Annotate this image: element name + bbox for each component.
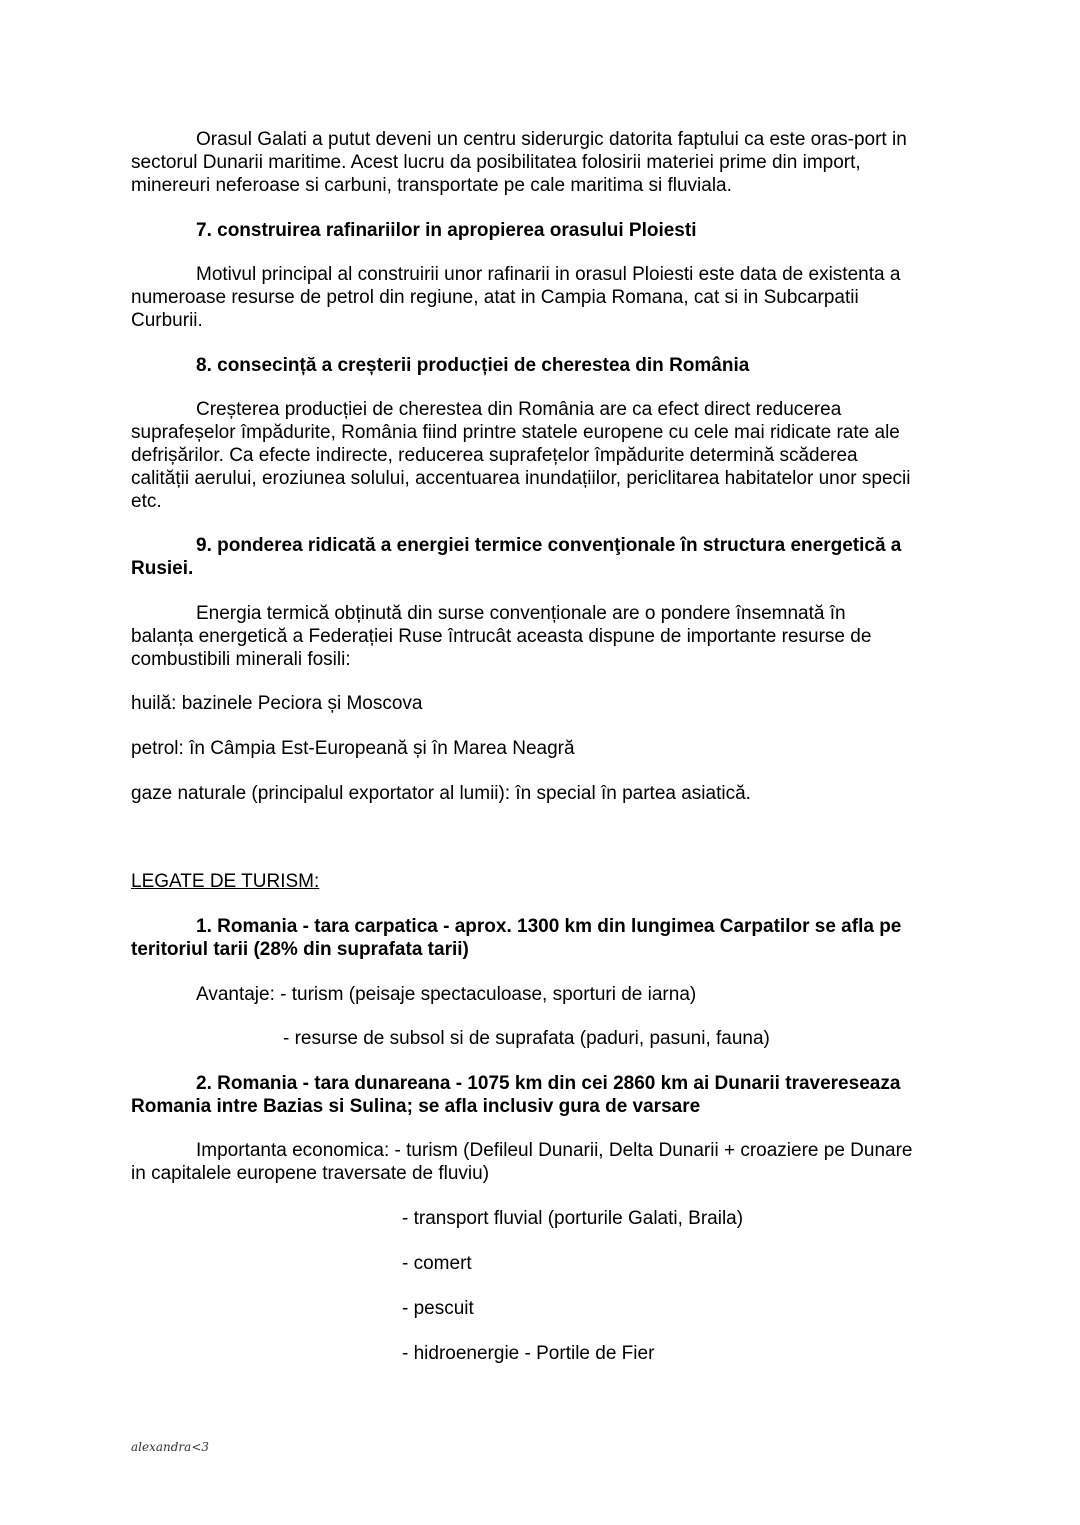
list-item: - transport fluvial (porturile Galati, Braila) [402, 1208, 744, 1229]
signature: alexandra<3 [131, 1440, 210, 1454]
heading-8 [131, 354, 971, 377]
list-item: - comert [402, 1253, 472, 1274]
paragraph-importanta [131, 1139, 971, 1185]
heading-9 [131, 534, 971, 580]
paragraph-cherestea [131, 398, 971, 513]
item-gaze: gaze naturale (principalul exportator al lumii): în special în partea asiatică. [131, 783, 751, 804]
heading-7 [131, 219, 971, 242]
text-line: calității aerului, eroziunea solului, accentuarea inundațiilor, periclitarea habitatelor unor specii [131, 468, 911, 489]
text-line: Importanta economica: - turism (Defileul Dunarii, Delta Dunarii + croaziere pe Dunare [196, 1140, 913, 1161]
text-line: Curburii. [131, 310, 203, 331]
list-item: - pescuit [402, 1298, 474, 1319]
text-line: suprafeșelor împădurite, România fiind printre statele europene cu cele mai ridicate rate ale [131, 422, 900, 443]
heading-text: 9. ponderea ridicată a energiei termice convenţionale în structura energetică a [196, 535, 902, 556]
heading-turism-1 [131, 915, 971, 961]
item-huila: huilă: bazinele Peciora și Moscova [131, 693, 423, 714]
text-line: Creșterea producției de cherestea din România are ca efect direct reducerea [196, 399, 842, 420]
heading-text: Rusiei. [131, 558, 194, 579]
text-line: sectorul Dunarii maritime. Acest lucru da posibilitatea folosirii materiei prime din import, [131, 152, 861, 173]
paragraph-galati [131, 128, 971, 197]
text-line: balanța energetică a Federației Ruse întrucât aceasta dispune de importante resurse de [131, 626, 872, 647]
text-line: combustibili minerali fosili: [131, 649, 351, 670]
paragraph-energie [131, 602, 971, 671]
text-line: in capitalele europene traversate de fluviu) [131, 1163, 490, 1184]
heading-text: 7. construirea rafinariilor in apropierea orasului Ploiesti [196, 220, 697, 241]
text-line: numeroase resurse de petrol din regiune, atat in Campia Romana, cat si in Subcarpatii [131, 287, 859, 308]
heading-text: 1. Romania - tara carpatica - aprox. 1300 km din lungimea Carpatilor se afla pe [196, 916, 902, 937]
text-line: minereuri neferoase si carbuni, transportate pe cale maritima si fluviala. [131, 175, 732, 196]
heading-turism-2 [131, 1072, 971, 1118]
section-title: LEGATE DE TURISM: [131, 871, 320, 892]
item-petrol: petrol: în Câmpia Est-Europeană și în Marea Neagră [131, 738, 575, 759]
heading-text: teritoriul tarii (28% din suprafata tarii) [131, 939, 469, 960]
text-line: Orasul Galati a putut deveni un centru siderurgic datorita faptului ca este oras-port in [196, 129, 907, 150]
heading-text: 2. Romania - tara dunareana - 1075 km din cei 2860 km ai Dunarii travereseaza [196, 1073, 901, 1094]
text-line: Energia termică obținută din surse convenționale are o pondere însemnată în [196, 603, 846, 624]
list-item: - hidroenergie - Portile de Fier [402, 1343, 655, 1364]
text-line: Motivul principal al construirii unor rafinarii in orasul Ploiesti este data de existenta a [196, 264, 901, 285]
heading-text: Romania intre Bazias si Sulina; se afla inclusiv gura de varsare [131, 1096, 701, 1117]
text-line: etc. [131, 491, 162, 512]
text-line: defrișărilor. Ca efecte indirecte, reducerea suprafețelor împădurite determină scăderea [131, 445, 858, 466]
paragraph-ploiesti [131, 263, 971, 332]
resurse-line: - resurse de subsol si de suprafata (paduri, pasuni, fauna) [283, 1028, 770, 1049]
avantaje-line: Avantaje: - turism (peisaje spectaculoase, sporturi de iarna) [196, 984, 697, 1005]
heading-text: 8. consecință a creșterii producției de cherestea din România [196, 355, 750, 376]
